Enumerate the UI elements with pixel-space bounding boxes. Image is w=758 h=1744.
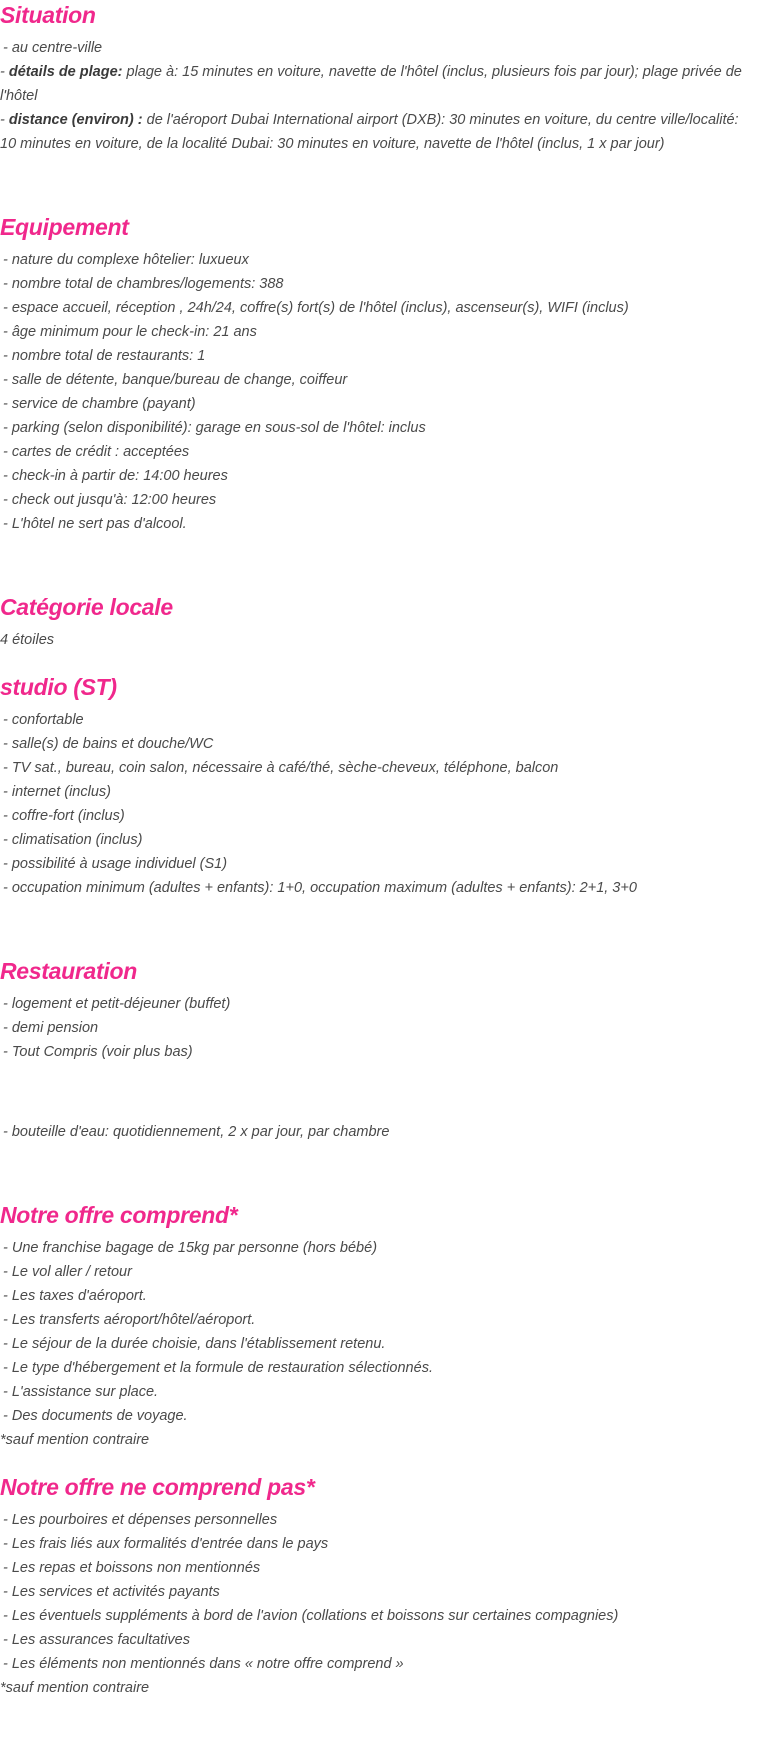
ne-comprend-item: - Les frais liés aux formalités d'entrée dans le pays [3,1536,329,1552]
studio-item: - salle(s) de bains et douche/WC [3,736,214,752]
distance-label: distance (environ) : [8,112,143,128]
equipement-item: - service de chambre (payant) [3,396,196,412]
section-title-equipement: Equipement [0,214,129,240]
ne-comprend-item: - Les éventuels suppléments à bord de l'avion (collations et boissons sur certaines compagnies) [3,1608,619,1624]
situation-item-beach: - détails de plage: plage à: 15 minutes en voiture, navette de l'hôtel (inclus, plusieurs fois par jour); plage privée de l'hôtel [0,64,742,104]
studio-item: - internet (inclus) [3,784,111,800]
ne-comprend-item: - Les pourboires et dépenses personnelles [3,1512,278,1528]
ne-comprend-item: - Les services et activités payants [3,1584,220,1600]
equipement-item: - nombre total de restaurants: 1 [3,348,206,364]
categorie-value: 4 étoiles [0,632,55,648]
equipement-item: - L'hôtel ne sert pas d'alcool. [3,516,187,532]
equipement-item: - parking (selon disponibilité): garage en sous-sol de l'hôtel: inclus [3,420,426,436]
comprend-note: *sauf mention contraire [0,1432,150,1448]
ne-comprend-note: *sauf mention contraire [0,1680,150,1696]
comprend-item: - Le séjour de la durée choisie, dans l'établissement retenu. [3,1336,386,1352]
comprend-item: - Le type d'hébergement et la formule de restauration sélectionnés. [3,1360,433,1376]
comprend-item: - Des documents de voyage. [3,1408,188,1424]
comprend-item: - Les taxes d'aéroport. [3,1288,147,1304]
section-title-restauration: Restauration [0,958,137,984]
equipement-item: - cartes de crédit : acceptées [3,444,190,460]
restauration-water: - bouteille d'eau: quotidiennement, 2 x par jour, par chambre [3,1124,390,1140]
studio-item: - climatisation (inclus) [3,832,143,848]
section-categorie [0,592,748,652]
section-title-offre-ne-comprend: Notre offre ne comprend pas* [0,1474,315,1500]
section-offre-comprend [0,1200,748,1452]
studio-item: - occupation minimum (adultes + enfants): 1+0, occupation maximum (adultes + enfants): 2+1, 3+0 [3,880,637,896]
comprend-item: - Les transferts aéroport/hôtel/aéroport. [3,1312,256,1328]
ne-comprend-item: - Les repas et boissons non mentionnés [3,1560,261,1576]
section-offre-ne-comprend [0,1472,748,1700]
restauration-item: - demi pension [3,1020,99,1036]
restauration-item: - Tout Compris (voir plus bas) [3,1044,193,1060]
situation-item-distance: - distance (environ) : de l'aéroport Dubai International airport (DXB): 30 minutes en voiture, du centre ville/localité: 10 minutes en voiture, de la localité Dubai: 30 minutes en voiture, navette de l'hôtel (inclus, 1 x par jour) [0,112,739,152]
section-restauration [0,956,748,1144]
section-situation [0,0,748,156]
studio-item: - coffre-fort (inclus) [3,808,125,824]
section-title-situation: Situation [0,2,96,28]
studio-item: - TV sat., bureau, coin salon, nécessaire à café/thé, sèche-cheveux, téléphone, balcon [3,760,559,776]
restauration-item: - logement et petit-déjeuner (buffet) [3,996,231,1012]
equipement-item: - âge minimum pour le check-in: 21 ans [3,324,257,340]
section-title-offre-comprend: Notre offre comprend* [0,1202,238,1228]
comprend-item: - L'assistance sur place. [3,1384,159,1400]
ne-comprend-item: - Les assurances facultatives [3,1632,190,1648]
equipement-item: - check out jusqu'à: 12:00 heures [3,492,217,508]
studio-item: - confortable [3,712,84,728]
situation-item-location: - au centre-ville [3,40,103,56]
equipement-item: - nombre total de chambres/logements: 388 [3,276,284,292]
comprend-item: - Une franchise bagage de 15kg par personne (hors bébé) [3,1240,378,1256]
ne-comprend-item: - Les éléments non mentionnés dans « notre offre comprend » [3,1656,404,1672]
section-title-studio: studio (ST) [0,674,117,700]
equipement-item: - espace accueil, réception , 24h/24, coffre(s) fort(s) de l'hôtel (inclus), ascenseur(s), WIFI (inclus) [3,300,629,316]
section-title-categorie: Catégorie locale [0,594,173,620]
comprend-item: - Le vol aller / retour [3,1264,132,1280]
equipement-item: - salle de détente, banque/bureau de change, coiffeur [3,372,348,388]
equipement-item: - check-in à partir de: 14:00 heures [3,468,228,484]
equipement-item: - nature du complexe hôtelier: luxueux [3,252,249,268]
beach-details-label: détails de plage: [8,64,123,80]
section-studio [0,672,748,900]
studio-item: - possibilité à usage individuel (S1) [3,856,228,872]
section-equipement [0,212,748,536]
